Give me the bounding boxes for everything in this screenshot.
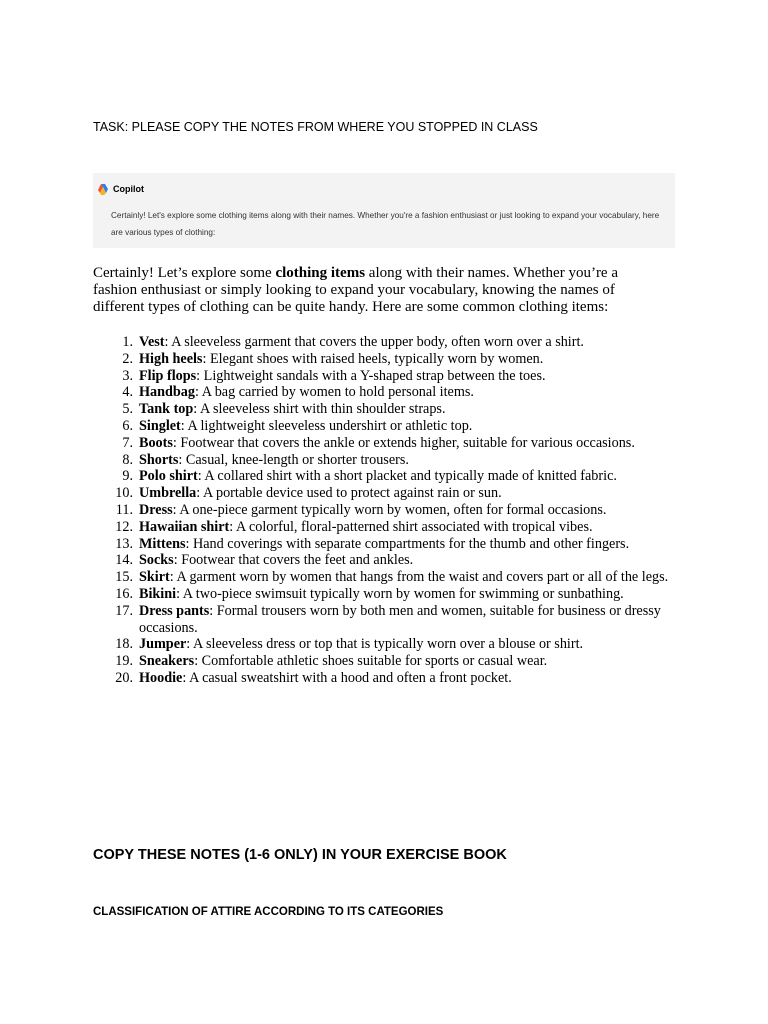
item-desc: : A bag carried by women to hold personal items. <box>195 384 474 401</box>
item-term: Sneakers <box>139 653 195 670</box>
list-item <box>93 418 693 435</box>
item-desc: : A sleeveless shirt with thin shoulder straps. <box>193 401 446 418</box>
item-desc: : A casual sweatshirt with a hood and often a front pocket. <box>182 669 512 686</box>
item-number: 11. <box>115 501 133 518</box>
item-desc: : A portable device used to protect against rain or sun. <box>196 485 502 502</box>
item-term: Shorts <box>139 451 179 468</box>
list-item <box>93 468 693 485</box>
list-item <box>93 435 693 452</box>
item-number: 6. <box>122 417 133 434</box>
item-desc: : A two-piece swimsuit typically worn by women for swimming or sunbathing. <box>176 585 624 602</box>
item-term: Handbag <box>139 384 195 401</box>
item-number: 4. <box>122 384 133 401</box>
copilot-logo-icon <box>97 183 109 196</box>
item-desc: : Hand coverings with separate compartments for the thumb and other fingers. <box>185 535 630 552</box>
item-number: 18. <box>115 636 133 653</box>
item-term: Hawaiian shirt <box>139 518 230 535</box>
item-desc: : Footwear that covers the ankle or extends higher, suitable for various occasions. <box>172 434 635 451</box>
item-desc: : Casual, knee-length or shorter trousers. <box>178 451 409 468</box>
item-desc: : A colorful, floral-patterned shirt associated with tropical vibes. <box>229 518 593 535</box>
list-item <box>93 536 693 553</box>
item-number: 12. <box>115 518 133 535</box>
item-number: 20. <box>115 669 133 686</box>
item-desc: : Lightweight sandals with a Y-shaped strap between the toes. <box>196 367 546 384</box>
list-item <box>93 485 693 502</box>
item-term: Dress <box>139 501 173 518</box>
list-item <box>93 603 693 637</box>
list-item <box>93 552 693 569</box>
clothing-list <box>93 334 693 687</box>
item-desc: : A one-piece garment typically worn by women, often for formal occasions. <box>172 501 607 518</box>
item-number: 1. <box>122 334 133 350</box>
item-term: Jumper <box>139 636 187 653</box>
item-desc: : Elegant shoes with raised heels, typically worn by women. <box>202 350 544 367</box>
item-desc: : A lightweight sleeveless undershirt or athletic top. <box>180 417 473 434</box>
list-item <box>93 368 693 385</box>
item-term: Mittens <box>139 535 186 552</box>
copilot-name: Copilot <box>113 184 144 194</box>
item-desc: : Footwear that covers the feet and ankles. <box>173 552 414 569</box>
list-item <box>93 519 693 536</box>
item-number: 17. <box>115 602 133 619</box>
item-number: 7. <box>122 434 133 451</box>
classification-heading: CLASSIFICATION OF ATTIRE ACCORDING TO ITS CATEGORIES <box>93 906 444 918</box>
item-term: Dress pants <box>139 602 210 619</box>
item-desc: : A sleeveless garment that covers the upper body, often worn over a shirt. <box>164 334 584 350</box>
intro-paragraph <box>93 265 653 316</box>
item-desc: : A sleeveless dress or top that is typically worn over a blouse or shirt. <box>186 636 584 653</box>
item-desc: : Formal trousers worn by both men and women, suitable for business or dressy occasions. <box>139 602 661 636</box>
intro-bold: clothing items <box>275 265 366 281</box>
list-item <box>93 351 693 368</box>
item-term: High heels <box>139 350 203 367</box>
task-instruction: TASK: PLEASE COPY THE NOTES FROM WHERE YOU STOPPED IN CLASS <box>93 120 538 134</box>
intro-after: along with their names. Whether you’re a fashion enthusiast or simply looking to expand your vocabulary, knowing the names of different types of clothing can be quite handy. Here are some common clothing items: <box>93 265 619 315</box>
list-item <box>93 636 693 653</box>
item-term: Skirt <box>139 569 170 586</box>
item-term: Tank top <box>139 401 194 418</box>
copilot-screenshot <box>93 173 675 248</box>
item-number: 2. <box>122 350 133 367</box>
item-desc: : Comfortable athletic shoes suitable for sports or casual wear. <box>194 653 548 670</box>
item-term: Socks <box>139 552 174 569</box>
list-item <box>93 401 693 418</box>
item-number: 15. <box>115 569 133 586</box>
list-item <box>93 334 693 351</box>
item-term: Vest <box>139 334 165 350</box>
item-term: Flip flops <box>139 367 197 384</box>
item-number: 16. <box>115 585 133 602</box>
list-item <box>93 653 693 670</box>
item-term: Umbrella <box>139 485 197 502</box>
intro-before: Certainly! Let’s explore some <box>93 265 276 281</box>
item-number: 10. <box>115 485 133 502</box>
item-term: Bikini <box>139 585 177 602</box>
copilot-message: Certainly! Let's explore some clothing items along with their names. Whether you're a fashion enthusiast or just looking to expand your vocabulary, here are various types of clothing: <box>111 211 660 237</box>
list-item <box>93 452 693 469</box>
item-number: 14. <box>115 552 133 569</box>
item-term: Hoodie <box>139 669 183 686</box>
list-item <box>93 502 693 519</box>
copy-notes-heading: COPY THESE NOTES (1-6 ONLY) IN YOUR EXERCISE BOOK <box>93 847 507 863</box>
item-number: 9. <box>122 468 133 485</box>
item-number: 8. <box>122 451 133 468</box>
item-desc: : A garment worn by women that hangs from the waist and covers part or all of the legs. <box>169 569 669 586</box>
item-term: Boots <box>139 434 173 451</box>
item-number: 13. <box>115 535 133 552</box>
item-number: 19. <box>115 653 133 670</box>
item-number: 5. <box>122 401 133 418</box>
list-item <box>93 384 693 401</box>
list-item <box>93 670 693 687</box>
item-term: Polo shirt <box>139 468 198 485</box>
list-item <box>93 586 693 603</box>
item-term: Singlet <box>139 417 181 434</box>
item-desc: : A collared shirt with a short placket and typically made of knitted fabric. <box>197 468 617 485</box>
list-item <box>93 569 693 586</box>
item-number: 3. <box>122 367 133 384</box>
